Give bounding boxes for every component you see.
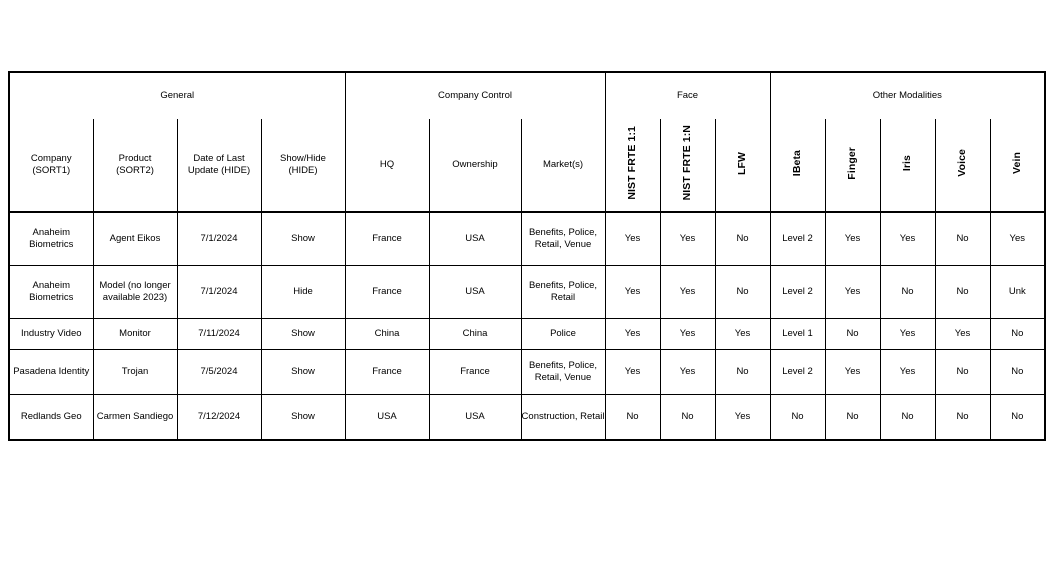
table-cell[interactable]: Police [521, 319, 605, 350]
table-cell[interactable]: No [990, 350, 1045, 395]
group-header-general [9, 72, 345, 119]
group-header-label: Face [676, 90, 699, 102]
table-cell[interactable]: No [935, 266, 990, 319]
column-header-voice[interactable] [935, 119, 990, 212]
column-header-show-hide-hide-[interactable] [261, 119, 345, 212]
table-cell[interactable]: Yes [605, 350, 660, 395]
table-cell[interactable]: No [935, 212, 990, 266]
column-header-label-line: Update (HIDE) [187, 165, 251, 176]
column-header-label: NIST FRTE 1:1 [625, 126, 638, 200]
table-cell[interactable]: Yes [880, 212, 935, 266]
table-cell[interactable]: Pasadena Identity [9, 350, 93, 395]
table-cell[interactable]: China [345, 319, 429, 350]
capability-matrix-table-wrapper [8, 71, 1026, 441]
table-cell[interactable]: Trojan [93, 350, 177, 395]
column-header-label-line: Market(s) [542, 159, 584, 171]
table-cell[interactable]: No [935, 395, 990, 441]
table-cell[interactable]: Yes [660, 212, 715, 266]
column-header-label: Iris [900, 154, 913, 172]
table-cell[interactable]: Hide [261, 266, 345, 319]
table-cell[interactable]: Level 2 [770, 266, 825, 319]
column-header-date-of-last-update-hide-[interactable] [177, 119, 261, 212]
column-header-market-s-[interactable] [521, 119, 605, 212]
column-header-label: Finger [845, 146, 858, 180]
table-cell[interactable]: China [429, 319, 521, 350]
table-cell[interactable]: No [990, 319, 1045, 350]
column-header-label-line: Date of Last [193, 153, 245, 165]
column-header-vein[interactable] [990, 119, 1045, 212]
table-cell[interactable]: Level 2 [770, 212, 825, 266]
table-cell[interactable]: Anaheim Biometrics [9, 266, 93, 319]
table-cell[interactable]: Yes [825, 350, 880, 395]
table-column-header-row [9, 119, 1045, 212]
column-header-ownership[interactable] [429, 119, 521, 212]
column-header-label: IBeta [790, 149, 803, 177]
table-cell[interactable]: Show [261, 395, 345, 441]
column-header-company-sort1-[interactable] [9, 119, 93, 212]
table-cell[interactable]: No [990, 395, 1045, 441]
group-header-label: General [160, 90, 195, 102]
table-cell[interactable]: Yes [935, 319, 990, 350]
table-cell[interactable]: 7/5/2024 [177, 350, 261, 395]
table-cell[interactable]: Level 2 [770, 350, 825, 395]
table-cell[interactable]: No [660, 395, 715, 441]
table-cell[interactable]: Yes [825, 212, 880, 266]
table-cell[interactable]: No [715, 350, 770, 395]
table-cell[interactable]: Yes [605, 266, 660, 319]
table-cell[interactable]: Construction, Retail [521, 395, 605, 441]
capability-matrix-table [8, 71, 1046, 441]
table-cell[interactable]: Benefits, Police, Retail, Venue [521, 212, 605, 266]
table-group-header-row [9, 72, 1045, 119]
column-header-finger[interactable] [825, 119, 880, 212]
column-header-label-line: (SORT1) [32, 165, 71, 176]
table-cell[interactable]: Industry Video [9, 319, 93, 350]
column-header-ibeta[interactable] [770, 119, 825, 212]
table-cell[interactable]: Level 1 [770, 319, 825, 350]
table-cell[interactable]: No [825, 319, 880, 350]
table-row[interactable] [9, 266, 1045, 319]
table-cell[interactable]: Yes [880, 319, 935, 350]
table-row[interactable] [9, 395, 1045, 441]
table-cell[interactable]: France [345, 212, 429, 266]
table-cell[interactable]: Carmen Sandiego [93, 395, 177, 441]
column-header-nist-frte-1-n[interactable] [660, 119, 715, 212]
table-cell[interactable]: No [935, 350, 990, 395]
table-cell[interactable]: USA [429, 212, 521, 266]
table-cell[interactable]: No [715, 212, 770, 266]
table-cell[interactable]: Redlands Geo [9, 395, 93, 441]
table-cell[interactable]: Yes [605, 319, 660, 350]
column-header-nist-frte-1-1[interactable] [605, 119, 660, 212]
table-cell[interactable]: No [825, 395, 880, 441]
table-cell[interactable]: Show [261, 350, 345, 395]
table-cell[interactable]: No [880, 266, 935, 319]
table-row[interactable] [9, 350, 1045, 395]
table-cell[interactable]: Yes [715, 395, 770, 441]
table-cell[interactable]: No [715, 266, 770, 319]
column-header-label: LFW [735, 151, 748, 175]
table-cell[interactable]: Yes [825, 266, 880, 319]
group-header-company-control [345, 72, 605, 119]
table-cell[interactable]: Yes [660, 350, 715, 395]
column-header-label: Voice [955, 149, 968, 177]
table-cell[interactable]: Anaheim Biometrics [9, 212, 93, 266]
column-header-hq[interactable] [345, 119, 429, 212]
table-cell[interactable]: Yes [605, 212, 660, 266]
table-cell[interactable]: 7/1/2024 [177, 266, 261, 319]
table-row[interactable] [9, 319, 1045, 350]
table-cell[interactable]: USA [429, 266, 521, 319]
table-cell[interactable]: Show [261, 319, 345, 350]
table-cell[interactable]: Unk [990, 266, 1045, 319]
table-cell[interactable]: France [429, 350, 521, 395]
table-cell[interactable]: No [770, 395, 825, 441]
table-cell[interactable]: Monitor [93, 319, 177, 350]
column-header-label-line: Ownership [452, 159, 498, 171]
column-header-label-line: (HIDE) [288, 165, 318, 176]
table-cell[interactable]: Agent Eikos [93, 212, 177, 266]
group-header-label: Company Control [438, 90, 512, 102]
table-cell[interactable]: No [605, 395, 660, 441]
column-header-label: Vein [1010, 152, 1023, 175]
table-cell[interactable]: Benefits, Police, Retail, Venue [521, 350, 605, 395]
table-cell[interactable]: 7/12/2024 [177, 395, 261, 441]
group-header-other-modalities [770, 72, 1045, 119]
column-header-label: NIST FRTE 1:N [680, 125, 693, 201]
table-row[interactable] [9, 212, 1045, 266]
group-header-label: Other Modalities [872, 90, 942, 102]
table-cell[interactable]: USA [429, 395, 521, 441]
table-cell[interactable]: USA [345, 395, 429, 441]
column-header-label-line: Show/Hide [280, 153, 326, 165]
table-cell[interactable]: Yes [660, 319, 715, 350]
table-cell[interactable]: Show [261, 212, 345, 266]
group-header-face [605, 72, 770, 119]
table-cell[interactable]: Yes [880, 350, 935, 395]
table-cell[interactable]: 7/11/2024 [177, 319, 261, 350]
table-cell[interactable]: Model (no longer available 2023) [93, 266, 177, 319]
table-cell[interactable]: 7/1/2024 [177, 212, 261, 266]
table-cell[interactable]: Benefits, Police, Retail [521, 266, 605, 319]
column-header-label-line: (SORT2) [116, 165, 154, 176]
column-header-product-sort2-[interactable] [93, 119, 177, 212]
table-cell[interactable]: Yes [660, 266, 715, 319]
column-header-label-line: Company [30, 153, 72, 165]
column-header-label-line: Product [118, 153, 152, 165]
table-cell[interactable]: Yes [715, 319, 770, 350]
column-header-lfw[interactable] [715, 119, 770, 212]
table-cell[interactable]: No [880, 395, 935, 441]
table-cell[interactable]: France [345, 350, 429, 395]
column-header-iris[interactable] [880, 119, 935, 212]
table-cell[interactable]: France [345, 266, 429, 319]
column-header-label-line: HQ [379, 159, 395, 171]
table-cell[interactable]: Yes [990, 212, 1045, 266]
